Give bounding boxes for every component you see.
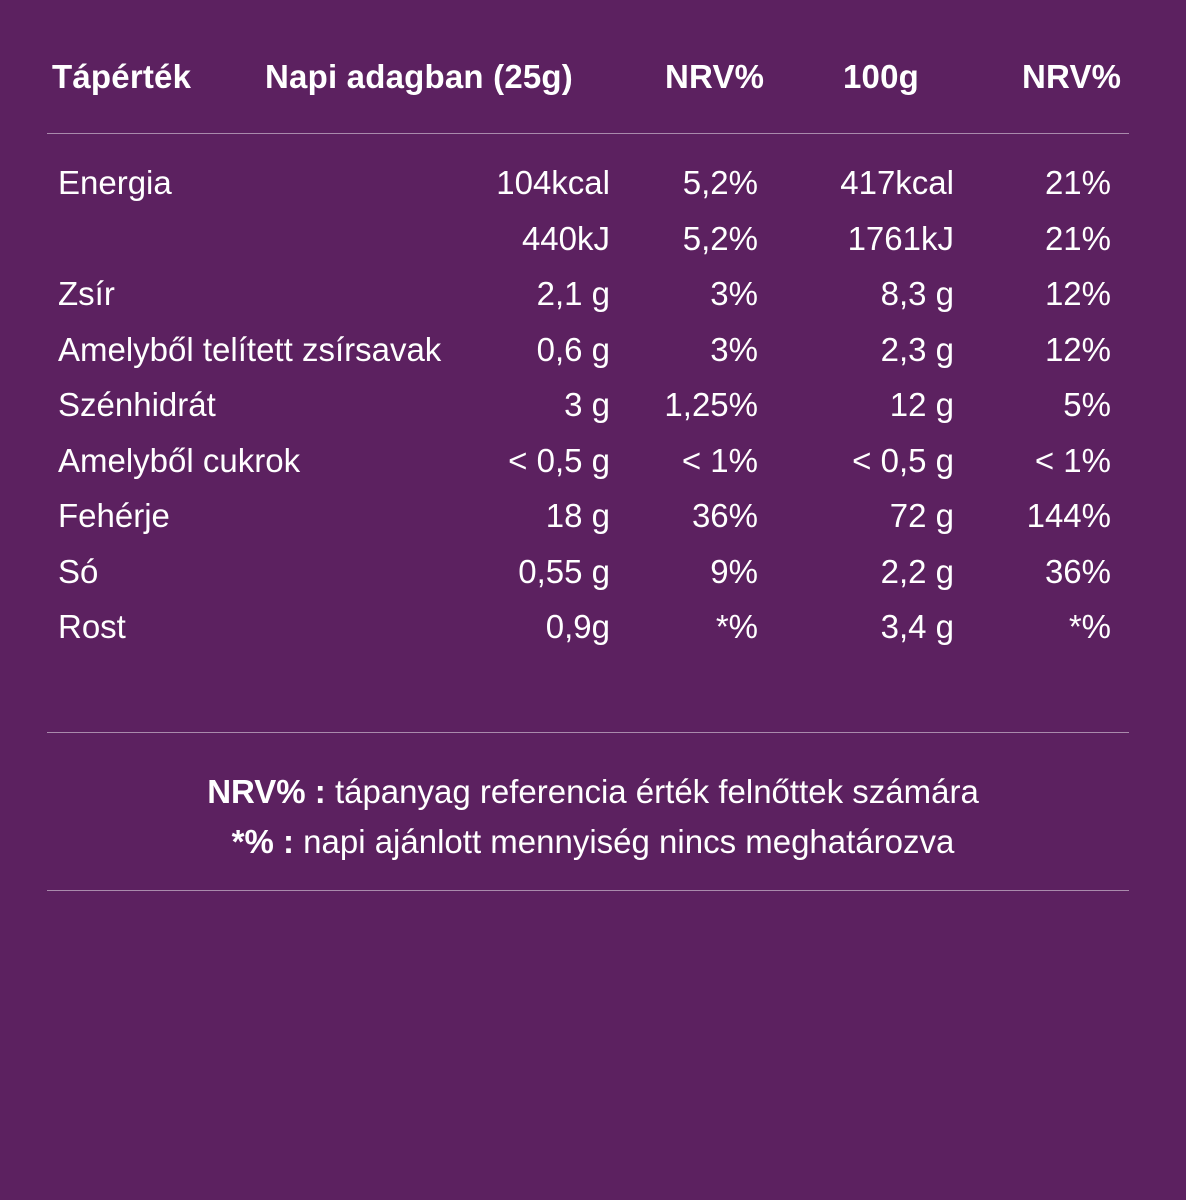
table-row bbox=[0, 438, 1186, 494]
row-serving: 2,1 g bbox=[536, 275, 610, 312]
row-nrv-serving: 5,2% bbox=[682, 164, 758, 201]
row-nutrient: Szénhidrát bbox=[58, 386, 216, 423]
row-nutrient: Só bbox=[58, 552, 99, 590]
row-per-100g: 2,3 g bbox=[880, 330, 954, 368]
footnotes bbox=[0, 767, 1186, 867]
footnote-nrv-key: NRV% : bbox=[207, 773, 326, 810]
row-per-100g: 8,3 g bbox=[880, 275, 954, 312]
row-per-100g: 72 g bbox=[889, 497, 954, 534]
row-nrv-serving: 9% bbox=[710, 552, 758, 590]
row-nutrient: Zsír bbox=[58, 275, 115, 312]
nutrition-table bbox=[0, 160, 1186, 660]
row-nrv-serving: 1,25% bbox=[664, 386, 758, 423]
row-nrv-100g: 12% bbox=[1044, 330, 1111, 368]
row-nrv-100g: 12% bbox=[1044, 275, 1111, 312]
row-per-100g: 417kcal bbox=[840, 164, 954, 201]
header-divider bbox=[47, 133, 1129, 134]
header-serving: Napi adagban (25g) bbox=[265, 58, 573, 95]
row-serving: 0,6 g bbox=[536, 330, 610, 368]
row-nrv-100g: 36% bbox=[1044, 552, 1111, 590]
footnote-nrv bbox=[0, 767, 1186, 817]
row-serving: 440kJ bbox=[521, 219, 610, 257]
row-nrv-100g: 144% bbox=[1026, 497, 1111, 534]
row-per-100g: < 0,5 g bbox=[852, 441, 954, 479]
footnote-asterisk-key: *% : bbox=[231, 823, 294, 860]
row-nrv-serving: < 1% bbox=[681, 441, 758, 479]
table-header bbox=[0, 58, 1186, 108]
table-row bbox=[0, 327, 1186, 383]
row-serving: 18 g bbox=[545, 497, 610, 534]
row-nrv-serving: 3% bbox=[710, 330, 758, 368]
row-nutrient: Rost bbox=[58, 608, 126, 645]
footnote-asterisk bbox=[0, 817, 1186, 867]
row-serving: < 0,5 g bbox=[508, 441, 610, 479]
table-row bbox=[0, 216, 1186, 272]
row-nutrient: Amelyből cukrok bbox=[58, 441, 301, 479]
table-row bbox=[0, 382, 1186, 438]
row-nrv-100g: 21% bbox=[1044, 219, 1111, 257]
row-serving: 3 g bbox=[564, 386, 610, 423]
table-bottom-divider bbox=[47, 732, 1129, 733]
row-per-100g: 3,4 g bbox=[880, 608, 954, 645]
row-nrv-serving: 36% bbox=[691, 497, 758, 534]
header-nutrient: Tápérték bbox=[52, 58, 192, 95]
row-nrv-100g: < 1% bbox=[1034, 441, 1111, 479]
table-row bbox=[0, 271, 1186, 327]
row-nutrient: Amelyből telített zsírsavak bbox=[58, 330, 442, 368]
row-serving: 0,9g bbox=[545, 608, 610, 645]
row-per-100g: 2,2 g bbox=[880, 552, 954, 590]
table-row bbox=[0, 604, 1186, 660]
row-serving: 104kcal bbox=[496, 164, 610, 201]
table-row bbox=[0, 549, 1186, 605]
row-nrv-100g: 5% bbox=[1063, 386, 1111, 423]
footnote-asterisk-text: napi ajánlott mennyiség nincs meghatározva bbox=[303, 823, 955, 860]
row-nrv-100g: 21% bbox=[1044, 164, 1111, 201]
row-per-100g: 1761kJ bbox=[847, 219, 954, 257]
table-row bbox=[0, 160, 1186, 216]
row-per-100g: 12 g bbox=[889, 386, 954, 423]
header-per-100g: 100g bbox=[843, 58, 920, 95]
header-nrv-serving: NRV% bbox=[665, 58, 765, 95]
header-nrv-100g: NRV% bbox=[1022, 58, 1122, 95]
footnote-nrv-text: tápanyag referencia érték felnőttek számára bbox=[334, 773, 979, 810]
row-nrv-100g: *% bbox=[1068, 608, 1111, 645]
row-serving: 0,55 g bbox=[518, 552, 610, 590]
table-row bbox=[0, 493, 1186, 549]
footnote-bottom-divider bbox=[47, 890, 1129, 891]
row-nutrient: Fehérje bbox=[58, 497, 170, 534]
row-nrv-serving: *% bbox=[715, 608, 758, 645]
row-nrv-serving: 5,2% bbox=[682, 219, 758, 257]
row-nutrient: Energia bbox=[58, 164, 172, 201]
row-nrv-serving: 3% bbox=[710, 275, 758, 312]
